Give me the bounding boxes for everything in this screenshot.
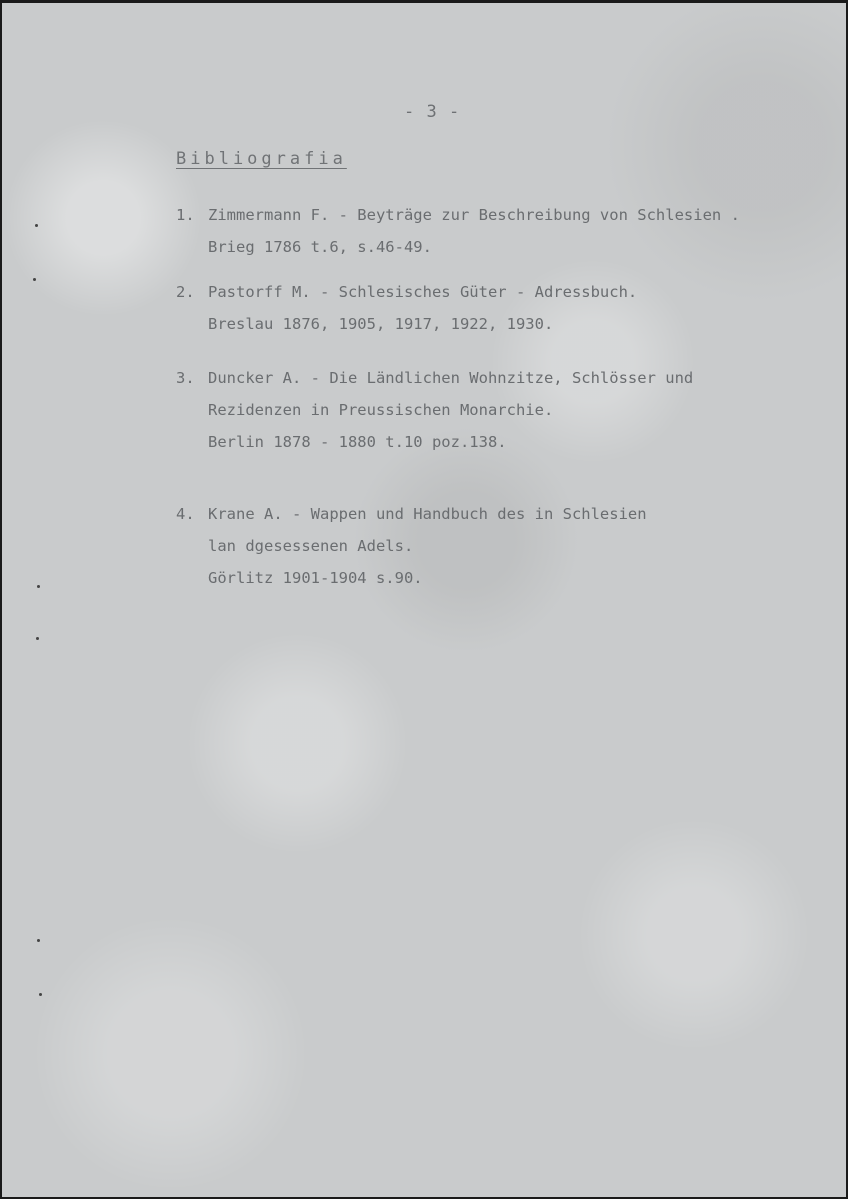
bibliography-entry-3 [176, 362, 693, 458]
margin-mark [35, 224, 38, 227]
margin-mark [37, 585, 40, 588]
entry-line: Brieg 1786 t.6, s.46-49. [208, 238, 432, 256]
entry-line: Breslau 1876, 1905, 1917, 1922, 1930. [208, 315, 554, 333]
entry-line: Zimmermann F. - Beyträge zur Beschreibung von Schlesien . [208, 206, 740, 224]
entry-line: lan dgesessenen Adels. [208, 537, 414, 555]
entry-line: Pastorff M. - Schlesisches Güter - Adressbuch. [208, 283, 638, 301]
entry-number: 2. [176, 283, 195, 301]
page-number: - 3 - [404, 102, 461, 122]
bibliography-entry-1 [176, 199, 740, 263]
entry-line: Berlin 1878 - 1880 t.10 poz.138. [208, 433, 507, 451]
bibliography-entry-4 [176, 498, 647, 594]
bibliography-entry-2 [176, 276, 637, 340]
margin-mark [37, 939, 40, 942]
margin-mark [39, 993, 42, 996]
entry-number: 4. [176, 505, 195, 523]
margin-mark [33, 278, 36, 281]
entry-line: Rezidenzen in Preussischen Monarchie. [208, 401, 554, 419]
bibliography-heading: Bibliografia [176, 149, 347, 169]
entry-number: 3. [176, 369, 195, 387]
entry-line: Duncker A. - Die Ländlichen Wohnzitze, Schlösser und [208, 369, 694, 387]
margin-mark [36, 637, 39, 640]
entry-line: Krane A. - Wappen und Handbuch des in Schlesien [208, 505, 647, 523]
document-page [2, 3, 846, 1197]
entry-line: Görlitz 1901-1904 s.90. [208, 569, 423, 587]
entry-number: 1. [176, 206, 195, 224]
